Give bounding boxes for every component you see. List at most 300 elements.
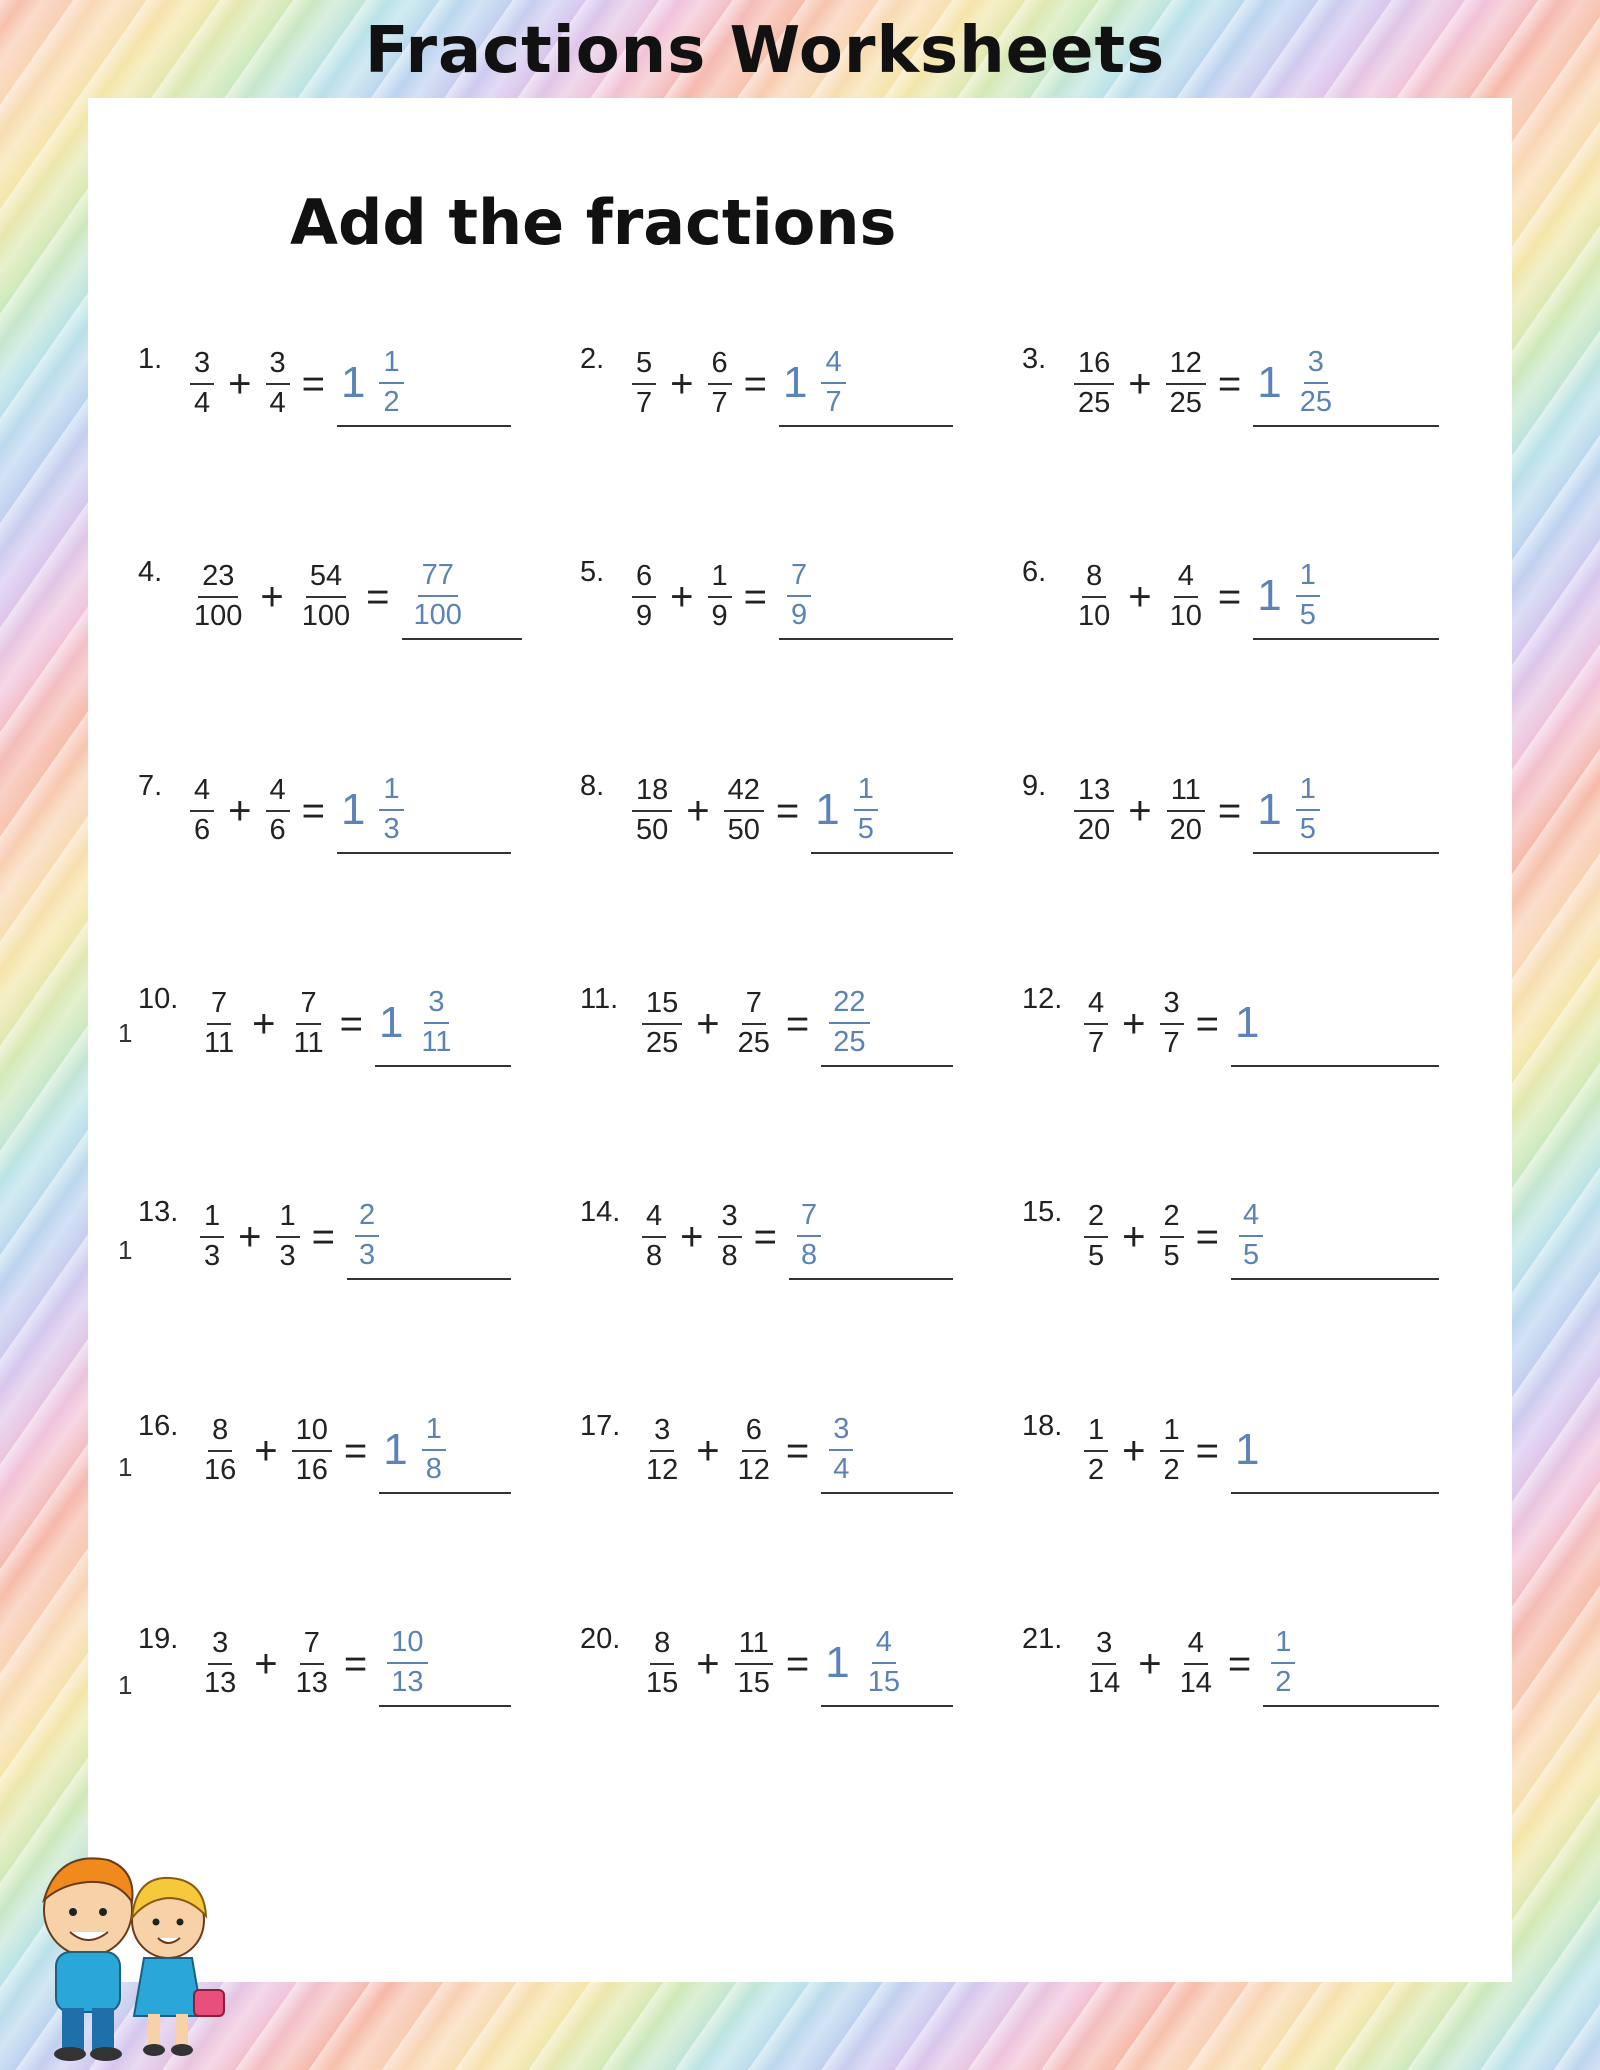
- plus-sign: +: [252, 1002, 276, 1046]
- addend-fraction: [734, 988, 774, 1060]
- addend-fraction: [1166, 561, 1206, 633]
- answer-blank[interactable]: [1253, 554, 1439, 640]
- problem: [580, 1186, 990, 1296]
- answer-blank[interactable]: [347, 1194, 511, 1280]
- plus-sign: +: [254, 1642, 278, 1686]
- plus-sign: +: [238, 1215, 262, 1259]
- addend-fraction: [724, 775, 764, 847]
- problem-number: 19.: [138, 1623, 179, 1655]
- answer-blank[interactable]: [821, 1408, 953, 1494]
- answer-whole: 1: [1257, 571, 1282, 620]
- equals-sign: =: [785, 1002, 810, 1046]
- answer-blank[interactable]: [379, 1408, 511, 1494]
- denominator: 15: [737, 1667, 770, 1699]
- numerator: 3: [208, 1628, 232, 1665]
- denominator: 4: [833, 1453, 850, 1485]
- denominator: 5: [1163, 1240, 1180, 1272]
- addend-fraction: [1084, 1628, 1124, 1700]
- numerator: 1: [854, 774, 878, 811]
- numerator: 3: [424, 987, 448, 1024]
- denominator: 25: [737, 1027, 770, 1059]
- worksheet-title: Fractions Worksheets: [364, 14, 1166, 88]
- answer-blank[interactable]: [1253, 341, 1439, 427]
- denominator: 3: [359, 1239, 376, 1271]
- denominator: 11: [421, 1026, 452, 1058]
- answer-fraction: [379, 347, 403, 419]
- denominator: 11: [293, 1027, 324, 1059]
- addend-fraction: [632, 348, 656, 420]
- addend-fraction: [642, 1201, 666, 1273]
- denominator: 16: [295, 1454, 328, 1486]
- problem: [138, 1613, 548, 1723]
- numerator: 10: [387, 1627, 427, 1664]
- denominator: 50: [727, 814, 760, 846]
- worksheet-sheet: [88, 98, 1512, 1982]
- numerator: 1: [708, 561, 732, 598]
- denominator: 7: [1163, 1027, 1180, 1059]
- answer-whole: 1: [1257, 785, 1282, 834]
- kids-illustration: [18, 1840, 238, 2070]
- margin-mark: 1: [118, 1452, 133, 1482]
- problem: [580, 546, 990, 656]
- problem: [580, 1613, 990, 1723]
- addend-fraction: [734, 1628, 774, 1700]
- plus-sign: +: [696, 1429, 720, 1473]
- denominator: 25: [1299, 386, 1332, 418]
- problem-number: 21.: [1022, 1623, 1063, 1655]
- answer-blank[interactable]: [1231, 1194, 1439, 1280]
- equals-sign: =: [343, 1429, 368, 1473]
- answer-blank[interactable]: [402, 554, 522, 640]
- problem: [580, 760, 990, 870]
- answer-fraction: [821, 347, 845, 419]
- denominator: 5: [1088, 1240, 1105, 1272]
- problem-number: 9.: [1022, 770, 1047, 802]
- problem: [138, 1186, 548, 1296]
- denominator: 3: [279, 1240, 296, 1272]
- addend-fraction: [642, 1415, 682, 1487]
- denominator: 9: [636, 600, 653, 632]
- plus-sign: +: [228, 362, 252, 406]
- numerator: 11: [1167, 775, 1205, 812]
- equals-sign: =: [1217, 789, 1242, 833]
- addend-fraction: [642, 988, 682, 1060]
- problem-number: 3.: [1022, 343, 1047, 375]
- problem: [580, 973, 990, 1083]
- numerator: 10: [292, 1415, 332, 1452]
- numerator: 3: [266, 348, 290, 385]
- plus-sign: +: [670, 362, 694, 406]
- problem: [138, 973, 548, 1083]
- denominator: 25: [646, 1027, 679, 1059]
- addend-fraction: [1074, 561, 1114, 633]
- denominator: 25: [833, 1026, 866, 1058]
- denominator: 15: [646, 1667, 679, 1699]
- denominator: 2: [1163, 1454, 1180, 1486]
- denominator: 5: [1299, 599, 1316, 631]
- numerator: 3: [829, 1414, 853, 1451]
- addend-fraction: [289, 988, 327, 1060]
- answer-whole: 1: [378, 998, 404, 1047]
- numerator: 3: [650, 1415, 674, 1452]
- numerator: 8: [650, 1628, 674, 1665]
- answer-fraction: [864, 1627, 904, 1699]
- numerator: 7: [797, 1200, 821, 1237]
- answer-fraction: [1239, 1200, 1263, 1272]
- problem-number: 15.: [1022, 1196, 1063, 1228]
- numerator: 16: [1074, 348, 1114, 385]
- denominator: 10: [1078, 600, 1111, 632]
- addend-fraction: [276, 1201, 300, 1273]
- answer-blank[interactable]: [1253, 768, 1439, 854]
- plus-sign: +: [696, 1642, 720, 1686]
- numerator: 11: [735, 1628, 773, 1665]
- answer-blank[interactable]: [375, 981, 511, 1067]
- equals-sign: =: [311, 1215, 335, 1259]
- numerator: 8: [1082, 561, 1106, 598]
- numerator: 6: [632, 561, 656, 598]
- answer-blank[interactable]: [779, 554, 953, 640]
- plus-sign: +: [1122, 1215, 1146, 1259]
- numerator: 77: [418, 560, 458, 597]
- denominator: 7: [711, 387, 728, 419]
- addend-fraction: [1074, 348, 1114, 420]
- problem-number: 20.: [580, 1623, 621, 1655]
- addend-fraction: [200, 1201, 224, 1273]
- numerator: 1: [379, 774, 403, 811]
- numerator: 3: [1092, 1628, 1116, 1665]
- numerator: 2: [355, 1200, 379, 1237]
- numerator: 7: [296, 988, 320, 1025]
- addend-fraction: [1084, 1201, 1108, 1273]
- margin-mark: 1: [118, 1670, 133, 1700]
- denominator: 14: [1179, 1667, 1212, 1699]
- problem-number: 12.: [1022, 983, 1063, 1015]
- problem: [138, 1400, 548, 1510]
- denominator: 3: [204, 1240, 221, 1272]
- numerator: 1: [200, 1201, 224, 1238]
- addend-fraction: [1084, 1415, 1108, 1487]
- numerator: 1: [1271, 1627, 1295, 1664]
- answer-blank[interactable]: [821, 981, 953, 1067]
- addend-fraction: [1160, 1415, 1184, 1487]
- answer-whole: 1: [1235, 1425, 1260, 1474]
- addend-fraction: [190, 561, 246, 633]
- denominator: 13: [391, 1666, 424, 1698]
- numerator: 3: [718, 1201, 742, 1238]
- numerator: 1: [379, 347, 403, 384]
- denominator: 10: [1169, 600, 1202, 632]
- numerator: 1: [1160, 1415, 1184, 1452]
- addend-fraction: [1084, 988, 1108, 1060]
- numerator: 4: [642, 1201, 666, 1238]
- plus-sign: +: [1128, 362, 1152, 406]
- addend-fraction: [292, 1628, 332, 1700]
- denominator: 2: [1088, 1454, 1105, 1486]
- answer-whole: 1: [341, 785, 366, 834]
- equals-sign: =: [1227, 1642, 1252, 1686]
- addend-fraction: [266, 348, 290, 420]
- answer-fraction: [829, 1414, 853, 1486]
- answer-whole: 1: [815, 785, 840, 834]
- denominator: 20: [1078, 814, 1111, 846]
- numerator: 4: [1084, 988, 1108, 1025]
- problem-number: 13.: [138, 1196, 179, 1228]
- answer-whole: 1: [341, 358, 366, 407]
- answer-whole: 1: [825, 1638, 850, 1687]
- denominator: 14: [1088, 1667, 1121, 1699]
- denominator: 3: [383, 813, 400, 845]
- addend-fraction: [200, 988, 238, 1060]
- answer-blank[interactable]: [811, 768, 953, 854]
- addend-fraction: [1160, 988, 1184, 1060]
- plus-sign: +: [1122, 1002, 1146, 1046]
- denominator: 5: [1243, 1239, 1260, 1271]
- answer-fraction: [1296, 560, 1320, 632]
- equals-sign: =: [301, 789, 325, 833]
- answer-blank[interactable]: [1231, 981, 1439, 1067]
- problem: [1022, 333, 1432, 443]
- margin-mark: 1: [118, 1235, 133, 1265]
- plus-sign: +: [686, 789, 710, 833]
- answer-whole: 1: [383, 1425, 408, 1474]
- denominator: 8: [721, 1240, 738, 1272]
- answer-whole: 1: [783, 358, 808, 407]
- numerator: 6: [742, 1415, 766, 1452]
- problem-number: 18.: [1022, 1410, 1063, 1442]
- answer-fraction: [417, 987, 455, 1059]
- answer-fraction: [854, 774, 878, 846]
- numerator: 4: [1239, 1200, 1263, 1237]
- problem-number: 5.: [580, 556, 605, 588]
- problem-number: 4.: [138, 556, 163, 588]
- equals-sign: =: [1195, 1429, 1219, 1473]
- numerator: 3: [1160, 988, 1184, 1025]
- denominator: 11: [204, 1027, 235, 1059]
- addend-fraction: [1074, 775, 1114, 847]
- addend-fraction: [1166, 775, 1206, 847]
- answer-blank[interactable]: [1263, 1621, 1439, 1707]
- answer-blank[interactable]: [1231, 1408, 1439, 1494]
- numerator: 1: [422, 1414, 446, 1451]
- addend-fraction: [298, 561, 354, 633]
- problem-number: 10.: [138, 983, 179, 1015]
- equals-sign: =: [785, 1642, 810, 1686]
- equals-sign: =: [775, 789, 800, 833]
- plus-sign: +: [254, 1429, 278, 1473]
- answer-fraction: [355, 1200, 379, 1272]
- numerator: 3: [190, 348, 214, 385]
- answer-fraction: [422, 1414, 446, 1486]
- numerator: 22: [829, 987, 869, 1024]
- numerator: 1: [276, 1201, 300, 1238]
- answer-fraction: [410, 560, 466, 632]
- problem: [1022, 1400, 1432, 1510]
- problem-number: 17.: [580, 1410, 621, 1442]
- denominator: 8: [425, 1453, 442, 1485]
- numerator: 4: [821, 347, 845, 384]
- answer-blank[interactable]: [337, 341, 511, 427]
- plus-sign: +: [1128, 575, 1152, 619]
- denominator: 9: [711, 600, 728, 632]
- numerator: 8: [208, 1415, 232, 1452]
- answer-blank[interactable]: [779, 341, 953, 427]
- answer-blank[interactable]: [337, 768, 511, 854]
- numerator: 4: [1184, 1628, 1208, 1665]
- boy-figure: [44, 1858, 133, 2061]
- problem: [580, 1400, 990, 1510]
- equals-sign: =: [753, 1215, 777, 1259]
- answer-whole: 1: [1257, 358, 1282, 407]
- numerator: 5: [632, 348, 656, 385]
- numerator: 4: [872, 1627, 896, 1664]
- problem-number: 14.: [580, 1196, 621, 1228]
- denominator: 7: [825, 386, 842, 418]
- numerator: 4: [190, 775, 214, 812]
- equals-sign: =: [743, 362, 767, 406]
- answer-fraction: [379, 774, 403, 846]
- denominator: 9: [791, 599, 808, 631]
- denominator: 15: [867, 1666, 900, 1698]
- plus-sign: +: [1128, 789, 1152, 833]
- instruction-heading: Add the fractions: [290, 186, 897, 259]
- equals-sign: =: [1217, 575, 1242, 619]
- denominator: 25: [1078, 387, 1111, 419]
- numerator: 7: [207, 988, 231, 1025]
- addend-fraction: [718, 1201, 742, 1273]
- equals-sign: =: [1195, 1215, 1219, 1259]
- denominator: 12: [646, 1454, 679, 1486]
- problem: [138, 546, 548, 656]
- numerator: 18: [632, 775, 672, 812]
- denominator: 50: [636, 814, 669, 846]
- problem: [138, 760, 548, 870]
- equals-sign: =: [1217, 362, 1242, 406]
- answer-fraction: [1271, 1627, 1295, 1699]
- denominator: 16: [204, 1454, 237, 1486]
- addend-fraction: [292, 1415, 332, 1487]
- denominator: 100: [413, 599, 462, 631]
- problem: [1022, 546, 1432, 656]
- denominator: 20: [1169, 814, 1202, 846]
- answer-fraction: [387, 1627, 427, 1699]
- problem: [138, 333, 548, 443]
- addend-fraction: [1176, 1628, 1216, 1700]
- plus-sign: +: [228, 789, 252, 833]
- numerator: 42: [724, 775, 764, 812]
- problem-number: 1.: [138, 343, 163, 375]
- numerator: 7: [300, 1628, 324, 1665]
- denominator: 13: [204, 1667, 237, 1699]
- addend-fraction: [1160, 1201, 1184, 1273]
- denominator: 2: [1275, 1666, 1292, 1698]
- answer-fraction: [797, 1200, 821, 1272]
- addend-fraction: [190, 348, 214, 420]
- addend-fraction: [642, 1628, 682, 1700]
- addend-fraction: [190, 775, 214, 847]
- answer-whole: 1: [1235, 998, 1260, 1047]
- problem: [1022, 1186, 1432, 1296]
- denominator: 4: [269, 387, 286, 419]
- equals-sign: =: [343, 1642, 368, 1686]
- equals-sign: =: [366, 575, 390, 619]
- numerator: 2: [1160, 1201, 1184, 1238]
- plus-sign: +: [1138, 1642, 1162, 1686]
- numerator: 13: [1074, 775, 1114, 812]
- numerator: 7: [742, 988, 766, 1025]
- answer-fraction: [1296, 774, 1320, 846]
- addend-fraction: [200, 1628, 240, 1700]
- problem: [580, 333, 990, 443]
- numerator: 1: [1084, 1415, 1108, 1452]
- plus-sign: +: [260, 575, 284, 619]
- equals-sign: =: [1195, 1002, 1219, 1046]
- denominator: 100: [301, 600, 351, 632]
- numerator: 4: [266, 775, 290, 812]
- denominator: 5: [857, 813, 874, 845]
- addend-fraction: [632, 561, 656, 633]
- problem-number: 7.: [138, 770, 163, 802]
- numerator: 15: [642, 988, 682, 1025]
- denominator: 7: [636, 387, 653, 419]
- numerator: 2: [1084, 1201, 1108, 1238]
- denominator: 6: [269, 814, 286, 846]
- numerator: 54: [306, 561, 346, 598]
- denominator: 13: [295, 1667, 328, 1699]
- problem-number: 11.: [580, 983, 619, 1015]
- answer-blank[interactable]: [821, 1621, 953, 1707]
- problem: [1022, 973, 1432, 1083]
- numerator: 23: [198, 561, 238, 598]
- equals-sign: =: [785, 1429, 810, 1473]
- plus-sign: +: [1122, 1429, 1146, 1473]
- answer-fraction: [787, 560, 811, 632]
- answer-fraction: [829, 987, 869, 1059]
- numerator: 1: [1296, 774, 1320, 811]
- numerator: 6: [708, 348, 732, 385]
- denominator: 5: [1299, 813, 1316, 845]
- margin-mark: 1: [118, 1018, 133, 1048]
- denominator: 12: [737, 1454, 770, 1486]
- answer-blank[interactable]: [789, 1194, 953, 1280]
- denominator: 100: [194, 600, 243, 632]
- addend-fraction: [1166, 348, 1206, 420]
- plus-sign: +: [680, 1215, 704, 1259]
- equals-sign: =: [301, 362, 325, 406]
- problem-number: 2.: [580, 343, 605, 375]
- equals-sign: =: [339, 1002, 363, 1046]
- problem-number: 16.: [138, 1410, 179, 1442]
- denominator: 2: [383, 386, 400, 418]
- numerator: 3: [1304, 347, 1328, 384]
- problem-number: 8.: [580, 770, 605, 802]
- girl-figure: [132, 1878, 224, 2056]
- addend-fraction: [708, 561, 732, 633]
- answer-fraction: [1296, 347, 1336, 419]
- plus-sign: +: [696, 1002, 720, 1046]
- denominator: 8: [646, 1240, 663, 1272]
- addend-fraction: [200, 1415, 240, 1487]
- problem: [1022, 1613, 1432, 1723]
- denominator: 4: [194, 387, 211, 419]
- denominator: 8: [801, 1239, 818, 1271]
- numerator: 1: [1296, 560, 1320, 597]
- denominator: 6: [194, 814, 211, 846]
- answer-blank[interactable]: [379, 1621, 511, 1707]
- plus-sign: +: [670, 575, 694, 619]
- problem-number: 6.: [1022, 556, 1047, 588]
- equals-sign: =: [743, 575, 767, 619]
